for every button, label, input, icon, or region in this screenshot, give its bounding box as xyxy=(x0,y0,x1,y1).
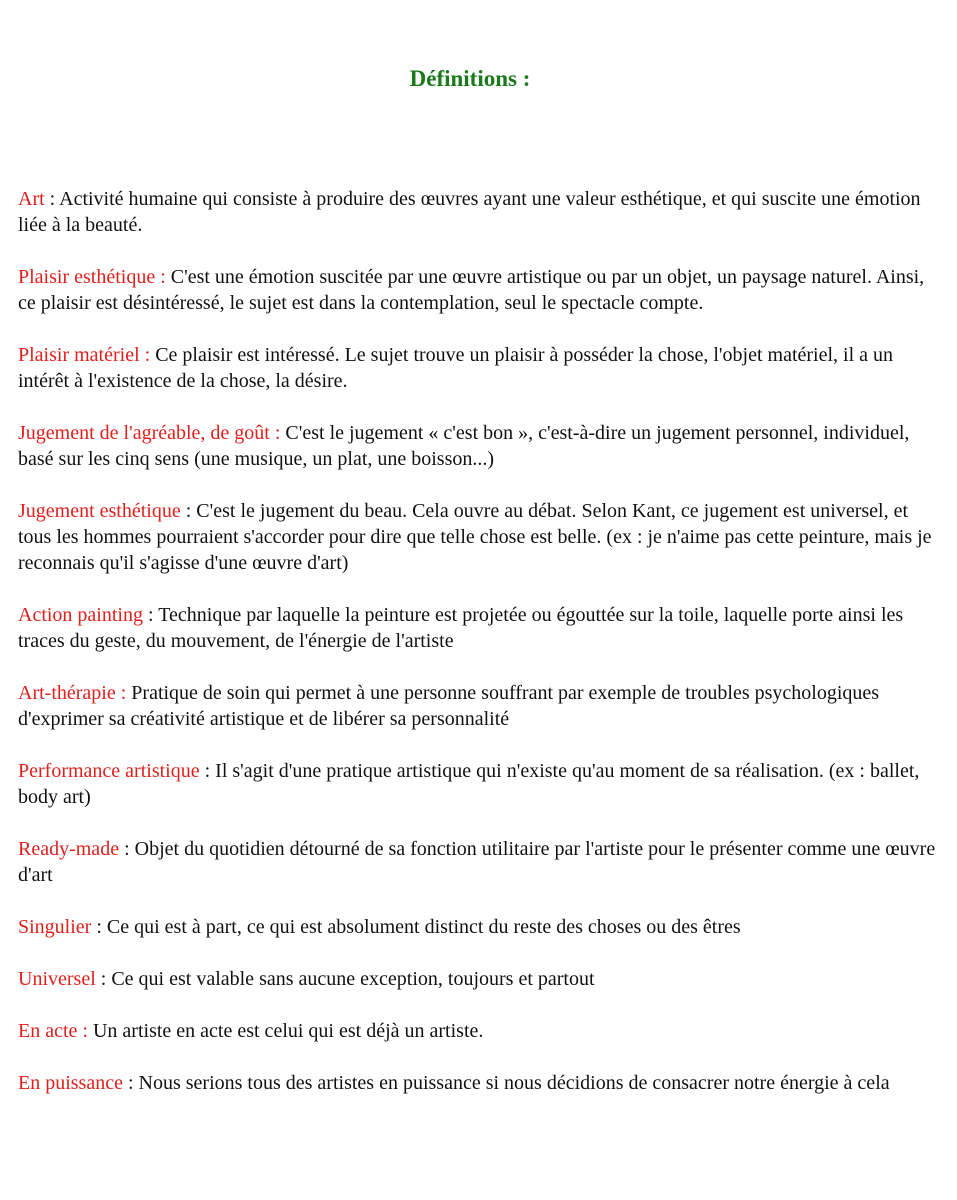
definition-separator: : xyxy=(199,760,216,782)
definition-term: Plaisir matériel : xyxy=(18,344,151,366)
definition-en-acte xyxy=(18,1018,938,1044)
definition-universel xyxy=(18,966,938,992)
definition-ready-made xyxy=(18,836,938,888)
definition-text: Ce plaisir est intéressé. Le sujet trouve un plaisir à posséder la chose, l'objet matériel, il a un intérêt à l'existence de la chose, la désire. xyxy=(18,344,894,392)
definition-text: Ce qui est valable sans aucune exception, toujours et partout xyxy=(111,968,595,990)
definition-text: Nous serions tous des artistes en puissance si nous décidions de consacrer notre énergie à cela xyxy=(138,1072,890,1094)
definition-performance-artistique xyxy=(18,758,938,810)
definition-plaisir-esthetique xyxy=(18,264,938,316)
definition-term: Ready-made xyxy=(18,838,120,860)
definition-art-therapie xyxy=(18,680,938,732)
definition-art xyxy=(18,186,938,238)
definition-text: Objet du quotidien détourné de sa fonction utilitaire par l'artiste pour le présenter comme une œuvre d'art xyxy=(18,838,936,886)
definition-text: C'est le jugement « c'est bon », c'est-à-dire un jugement personnel, individuel, basé sur les cinq sens (une musique, un plat, une boisson...) xyxy=(18,422,910,470)
definition-text: Un artiste en acte est celui qui est déjà un artiste. xyxy=(92,1020,484,1042)
definition-jugement-agreable xyxy=(18,420,938,472)
definition-text: Ce qui est à part, ce qui est absolument distinct du reste des choses ou des êtres xyxy=(106,916,741,938)
definition-term: Art-thérapie : xyxy=(18,682,127,704)
definition-separator: : xyxy=(91,916,107,938)
definition-text: Technique par laquelle la peinture est projetée ou égouttée sur la toile, laquelle porte ainsi les traces du geste, du mouvement, de l'énergie de l'artiste xyxy=(18,604,904,652)
definition-separator: : xyxy=(95,968,112,990)
definition-action-painting xyxy=(18,602,938,654)
definition-singulier xyxy=(18,914,938,940)
definition-text: C'est une émotion suscitée par une œuvre artistique ou par un objet, un paysage naturel. Ainsi, ce plaisir est désintéressé, le sujet est dans la contemplation, seul le spectacle compte. xyxy=(18,266,925,314)
definition-separator: : xyxy=(44,188,60,210)
definition-term: Performance artistique xyxy=(18,760,200,782)
definition-en-puissance xyxy=(18,1070,938,1096)
definition-term: Universel xyxy=(18,968,96,990)
definition-term: En acte : xyxy=(18,1020,88,1042)
definition-text: Il s'agit d'une pratique artistique qui n'existe qu'au moment de sa réalisation. (ex : ballet, body art) xyxy=(18,760,920,808)
definition-term: Jugement esthétique xyxy=(18,500,181,522)
definition-text: Pratique de soin qui permet à une personne souffrant par exemple de troubles psychologiques d'exprimer sa créativité artistique et de libérer sa personnalité xyxy=(18,682,880,730)
definition-separator: : xyxy=(142,604,159,626)
definition-term: Jugement de l'agréable, de goût : xyxy=(18,422,281,444)
definition-term: Plaisir esthétique : xyxy=(18,266,166,288)
definition-term: En puissance xyxy=(18,1072,123,1094)
definition-text: C'est le jugement du beau. Cela ouvre au débat. Selon Kant, ce jugement est universel, et tous les hommes pourraient s'accorder pour dire que telle chose est belle. (ex : je n'aime pas cette peinture, mais je reconnais qu'il s'agisse d'une œuvre d'art) xyxy=(18,500,932,574)
definition-separator: : xyxy=(119,838,135,860)
definition-term: Singulier xyxy=(18,916,92,938)
page-title: Définitions : xyxy=(409,66,531,91)
definition-separator: : xyxy=(180,500,197,522)
definition-plaisir-materiel xyxy=(18,342,938,394)
definition-term: Action painting xyxy=(18,604,143,626)
definition-jugement-esthetique xyxy=(18,498,938,576)
definition-separator: : xyxy=(122,1072,139,1094)
definition-term: Art xyxy=(18,188,45,210)
definition-text: Activité humaine qui consiste à produire des œuvres ayant une valeur esthétique, et qui suscite une émotion liée à la beauté. xyxy=(18,188,921,236)
definitions-list xyxy=(18,186,938,1122)
